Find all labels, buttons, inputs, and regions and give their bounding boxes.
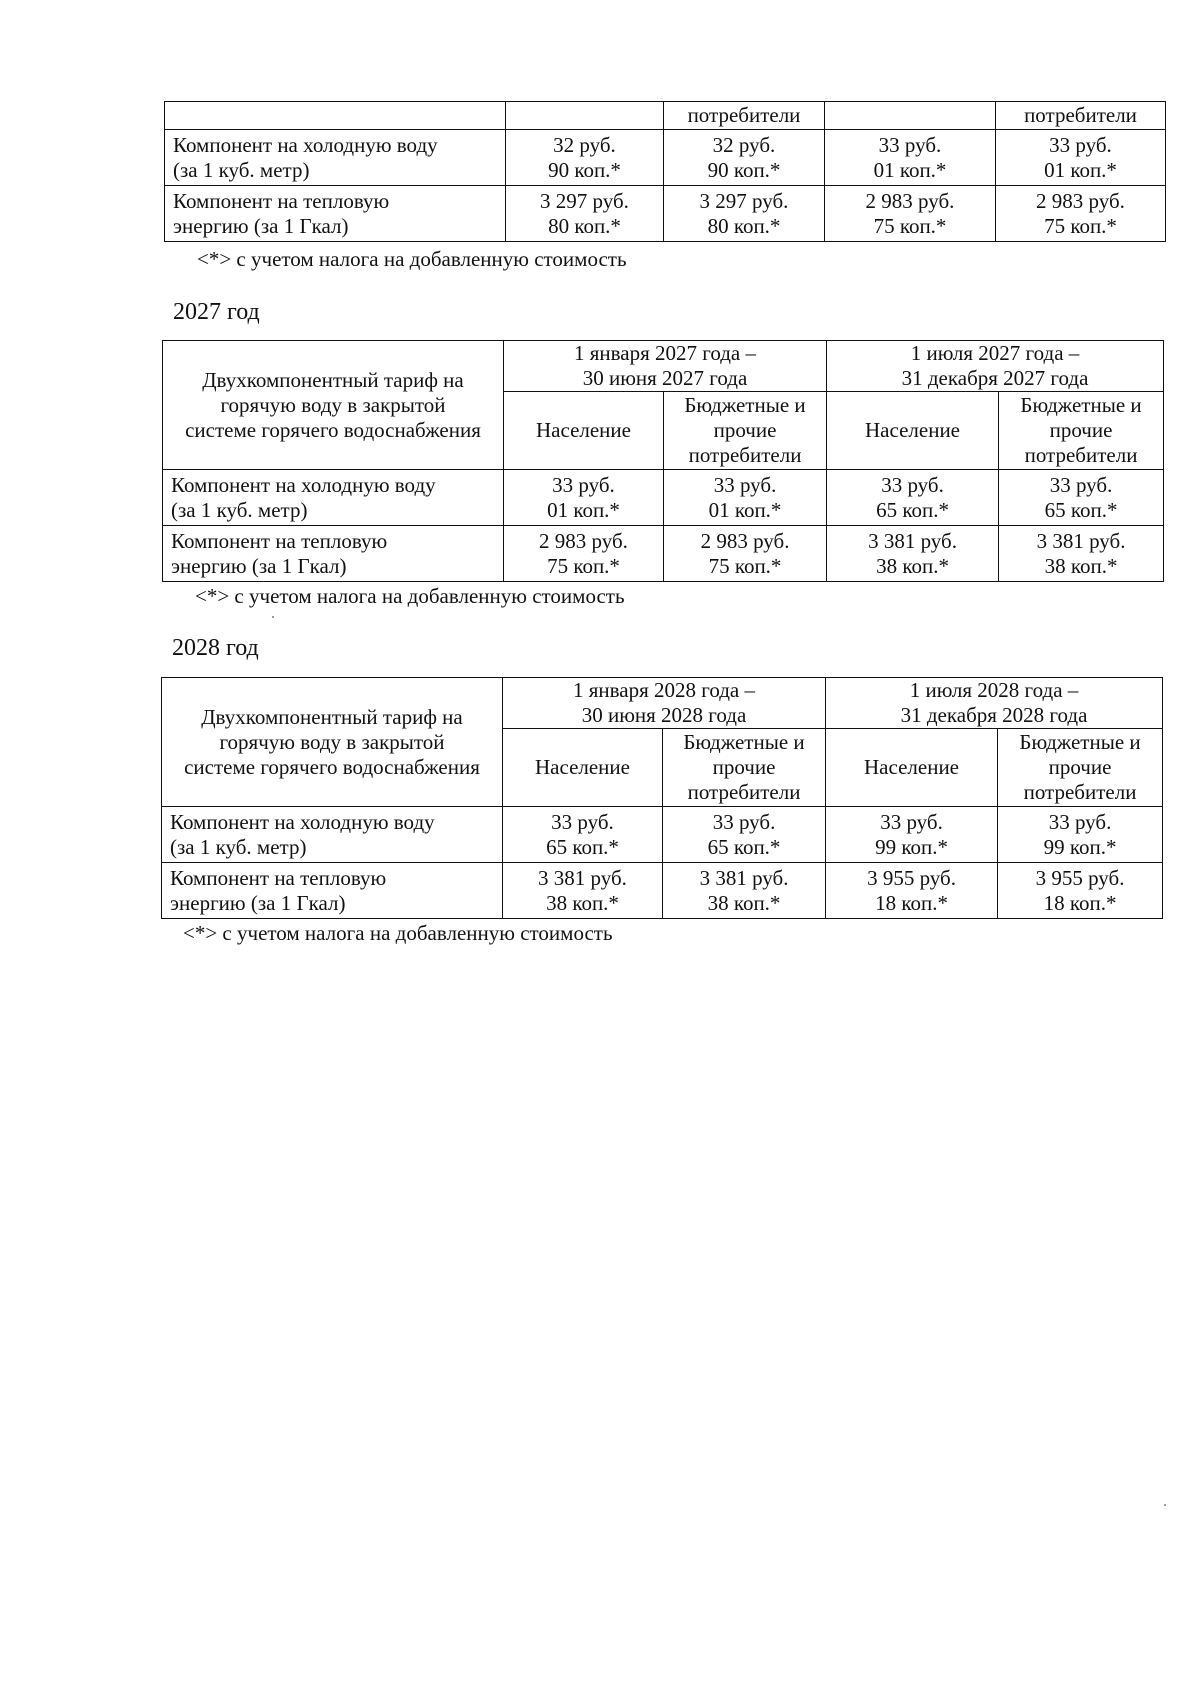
price-cell: 33 руб. 65 коп.*: [827, 470, 999, 526]
price-cell: 33 руб. 65 коп.*: [999, 470, 1164, 526]
subheader-population: Население: [503, 729, 663, 807]
tariff-label-header: Двухкомпонентный тариф на горячую воду в закрытой системе горячего водоснабжения: [162, 678, 503, 807]
subheader-budget: Бюджетные и прочие потребители: [663, 729, 826, 807]
price-cell: 32 руб. 90 коп.*: [506, 130, 664, 186]
period-header: 1 января 2027 года – 30 июня 2027 года: [504, 341, 827, 392]
table-row: [163, 341, 1164, 392]
header-cell: [825, 102, 996, 130]
table-row: [163, 526, 1164, 582]
section-title-2027: 2027 год: [173, 299, 260, 325]
table-row: [163, 470, 1164, 526]
tariff-table-continued: [164, 101, 1166, 242]
table-row: [162, 863, 1163, 919]
row-label: Компонент на тепловую энергию (за 1 Гкал): [163, 526, 504, 582]
subheader-population: Население: [826, 729, 998, 807]
table-row: [162, 678, 1163, 729]
price-cell: 33 руб. 01 коп.*: [664, 470, 827, 526]
price-cell: 3 381 руб. 38 коп.*: [999, 526, 1164, 582]
price-cell: 3 297 руб. 80 коп.*: [506, 186, 664, 242]
subheader-population: Население: [827, 392, 999, 470]
price-cell: 3 955 руб. 18 коп.*: [826, 863, 998, 919]
header-cell: потребители: [664, 102, 825, 130]
section-title-2028: 2028 год: [172, 635, 259, 661]
vat-footnote: <*> с учетом налога на добавленную стоимость: [195, 584, 625, 608]
row-label: Компонент на тепловую энергию (за 1 Гкал): [165, 186, 506, 242]
price-cell: 33 руб. 99 коп.*: [826, 807, 998, 863]
price-cell: 32 руб. 90 коп.*: [664, 130, 825, 186]
period-header: 1 января 2028 года – 30 июня 2028 года: [503, 678, 826, 729]
table-row: [165, 186, 1166, 242]
price-cell: 33 руб. 65 коп.*: [503, 807, 663, 863]
row-label: Компонент на тепловую энергию (за 1 Гкал): [162, 863, 503, 919]
subheader-population: Население: [504, 392, 664, 470]
vat-footnote: <*> с учетом налога на добавленную стоимость: [183, 921, 613, 945]
price-cell: 2 983 руб. 75 коп.*: [664, 526, 827, 582]
price-cell: 3 381 руб. 38 коп.*: [503, 863, 663, 919]
scan-speck: [1164, 1504, 1166, 1506]
subheader-budget: Бюджетные и прочие потребители: [664, 392, 827, 470]
price-cell: 3 955 руб. 18 коп.*: [998, 863, 1163, 919]
header-cell: потребители: [996, 102, 1166, 130]
table-row: [162, 807, 1163, 863]
price-cell: 2 983 руб. 75 коп.*: [996, 186, 1166, 242]
row-label: Компонент на холодную воду (за 1 куб. метр): [163, 470, 504, 526]
price-cell: 2 983 руб. 75 коп.*: [504, 526, 664, 582]
period-header: 1 июля 2028 года – 31 декабря 2028 года: [826, 678, 1163, 729]
price-cell: 33 руб. 99 коп.*: [998, 807, 1163, 863]
vat-footnote: <*> с учетом налога на добавленную стоимость: [197, 247, 627, 271]
price-cell: 33 руб. 01 коп.*: [825, 130, 996, 186]
price-cell: 3 381 руб. 38 коп.*: [827, 526, 999, 582]
scan-speck: [272, 616, 274, 618]
price-cell: 2 983 руб. 75 коп.*: [825, 186, 996, 242]
header-cell: [165, 102, 506, 130]
price-cell: 3 297 руб. 80 коп.*: [664, 186, 825, 242]
period-header: 1 июля 2027 года – 31 декабря 2027 года: [827, 341, 1164, 392]
price-cell: 3 381 руб. 38 коп.*: [663, 863, 826, 919]
price-cell: 33 руб. 01 коп.*: [996, 130, 1166, 186]
table-row: [165, 102, 1166, 130]
tariff-table-2027: [162, 340, 1164, 582]
subheader-budget: Бюджетные и прочие потребители: [999, 392, 1164, 470]
row-label: Компонент на холодную воду (за 1 куб. метр): [165, 130, 506, 186]
tariff-table-2028: [161, 677, 1163, 919]
header-cell: [506, 102, 664, 130]
tariff-label-header: Двухкомпонентный тариф на горячую воду в закрытой системе горячего водоснабжения: [163, 341, 504, 470]
subheader-budget: Бюджетные и прочие потребители: [998, 729, 1163, 807]
row-label: Компонент на холодную воду (за 1 куб. метр): [162, 807, 503, 863]
table-row: [165, 130, 1166, 186]
price-cell: 33 руб. 65 коп.*: [663, 807, 826, 863]
price-cell: 33 руб. 01 коп.*: [504, 470, 664, 526]
